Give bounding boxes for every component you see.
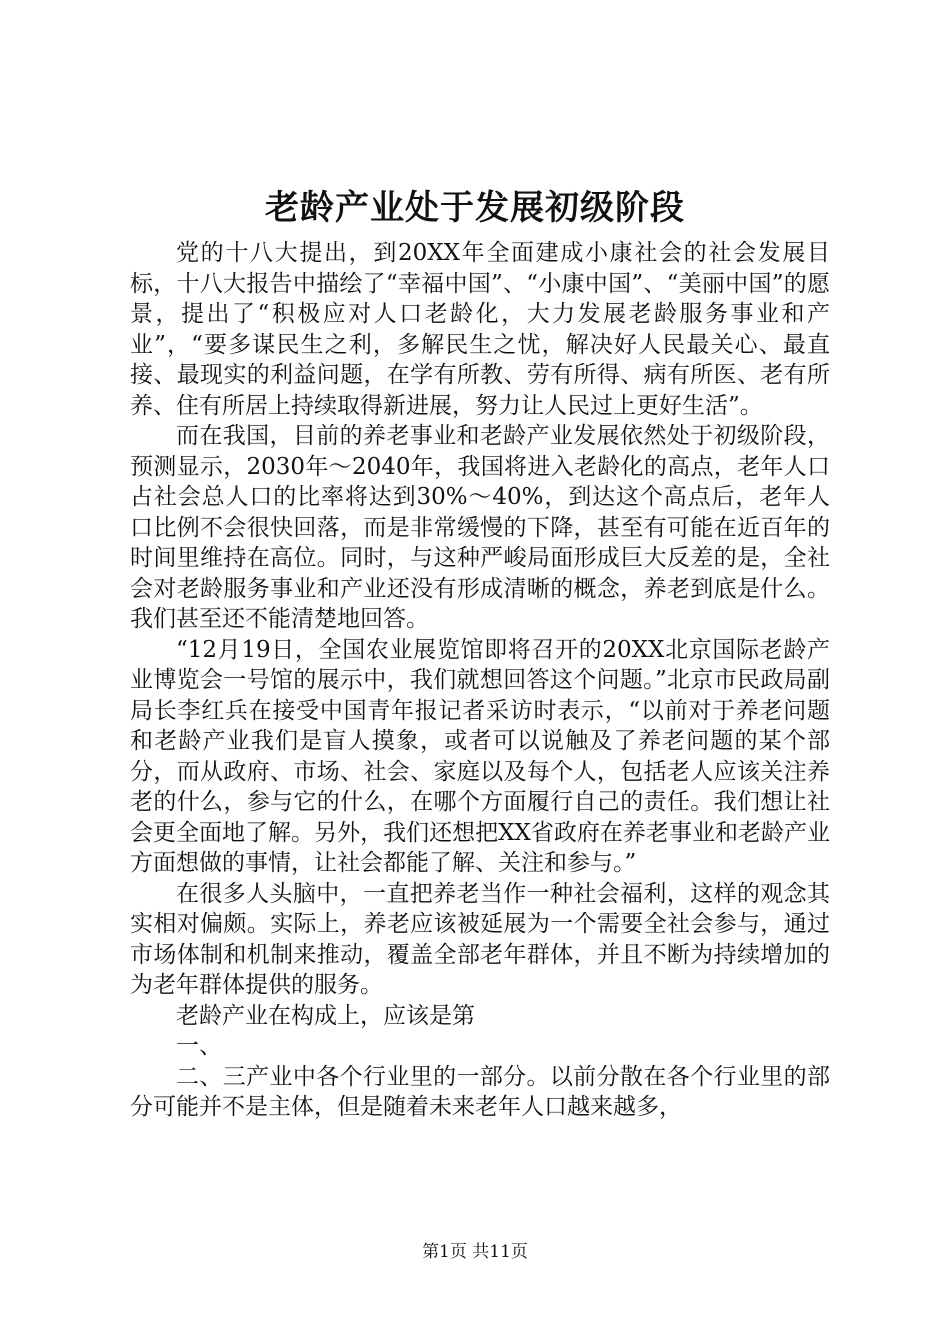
- document-body: [130, 238, 830, 1123]
- paragraph: “12月19日，全国农业展览馆即将召开的20XX北京国际老龄产业博览会一号馆的展示中，我们就想回答这个问题。”北京市民政局副局长李红兵在接受中国青年报记者采访时表示，“以前对于养老问题和老龄产业我们是盲人摸象，或者可以说触及了养老问题的某个部分，而从政府、市场、社会、家庭以及每个人，包括老人应该关注养老的什么，参与它的什么，在哪个方面履行自己的责任。我们想让社会更全面地了解。另外，我们还想把XX省政府在养老事业和老龄产业方面想做的事情，让社会都能了解、关注和参与。”: [130, 636, 830, 876]
- document-title: 老龄产业处于发展初级阶段: [265, 188, 685, 228]
- paragraph: 党的十八大提出，到20XX年全面建成小康社会的社会发展目标，十八大报告中描绘了“幸福中国”、“小康中国”、“美丽中国”的愿景，提出了“积极应对人口老龄化，大力发展老龄服务事业和产业”，“要多谋民生之利，多解民生之忧，解决好人民最关心、最直接、最现实的利益问题，在学有所教、劳有所得、病有所医、老有所养、住有所居上持续取得新进展，努力让人民过上更好生活”。: [130, 240, 830, 419]
- paragraph: 而在我国，目前的养老事业和老龄产业发展依然处于初级阶段，预测显示，2030年～2040年，我国将进入老龄化的高点，老年人口占社会总人口的比率将达到30%～40%，到达这个高点后，老年人口比例不会很快回落，而是非常缓慢的下降，甚至有可能在近百年的时间里维持在高位。同时，与这种严峻局面形成巨大反差的是，全社会对老龄服务事业和产业还没有形成清晰的概念，养老到底是什么。我们甚至还不能清楚地回答。: [130, 423, 830, 632]
- page-number-footer: 第1页 共11页: [422, 1242, 528, 1262]
- paragraph: 一、: [176, 1033, 222, 1059]
- paragraph: 在很多人头脑中，一直把养老当作一种社会福利，这样的观念其实相对偏颇。实际上，养老应该被延展为一个需要全社会参与，通过市场体制和机制来推动，覆盖全部老年群体，并且不断为持续增加的为老年群体提供的服务。: [130, 880, 830, 998]
- paragraph: 二、三产业中各个行业里的一部分。以前分散在各个行业里的部分可能并不是主体，但是随着未来老年人口越来越多，: [130, 1063, 830, 1120]
- paragraph: 老龄产业在构成上，应该是第: [176, 1002, 475, 1029]
